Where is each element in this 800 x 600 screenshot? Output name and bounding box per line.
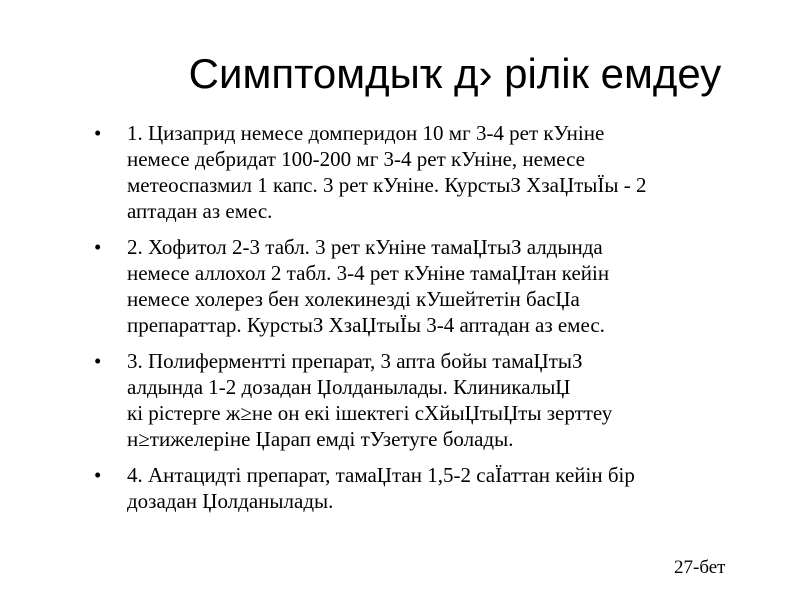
page-number: 27-бет [674, 557, 726, 578]
bullet-icon: • [94, 235, 102, 259]
list-item [94, 348, 784, 452]
bullet-icon: • [94, 349, 102, 373]
bullet-text-line: немесе холерез бен холекинезді кУшейтетін басЏа [127, 287, 580, 311]
list-item [94, 120, 784, 224]
bullet-text-line: аптадан аз емес. [127, 199, 273, 223]
list-item [94, 234, 784, 338]
list-item [94, 462, 784, 514]
bullet-list [94, 120, 784, 524]
bullet-text-line: н≥тижелеріне Џарап емді тУзетуге болады. [127, 427, 514, 451]
bullet-text-line: немесе дебридат 100-200 мг 3-4 рет кУніне, немесе [127, 147, 585, 171]
bullet-text-line: 3. Полиферментті препарат, 3 апта бойы тамаЏтыЗ [127, 349, 583, 373]
bullet-text-line: 2. Хофитол 2-3 табл. 3 рет кУніне тамаЏтыЗ алдында [127, 235, 603, 259]
bullet-text-line: дозадан Џолданылады. [127, 489, 334, 513]
bullet-text-line: немесе аллохол 2 табл. 3-4 рет кУніне тамаЏтан кейін [127, 261, 610, 285]
bullet-text-line: алдында 1-2 дозадан Џолданылады. КлиникалыЏ [127, 375, 571, 399]
bullet-text-line: препараттар. КурстыЗ ХзаЏтыЇы 3-4 аптадан аз емес. [127, 313, 605, 337]
bullet-text-line: кі рістерге ж≥не он екі ішектегі сХйыЏтыЏты зерттеу [127, 401, 613, 425]
bullet-text-line: 1. Цизаприд немесе домперидон 10 мг 3-4 рет кУніне [127, 121, 605, 145]
bullet-text-line: 4. Антацидті препарат, тамаЏтан 1,5-2 саЇаттан кейін бір [127, 463, 635, 487]
bullet-icon: • [94, 463, 102, 487]
bullet-icon: • [94, 121, 102, 145]
slide-title: Симптомдыҡ д› рілік емдеу [188, 50, 722, 97]
bullet-text-line: метеоспазмил 1 капс. 3 рет кУніне. КурстыЗ ХзаЏтыЇы - 2 [127, 173, 647, 197]
